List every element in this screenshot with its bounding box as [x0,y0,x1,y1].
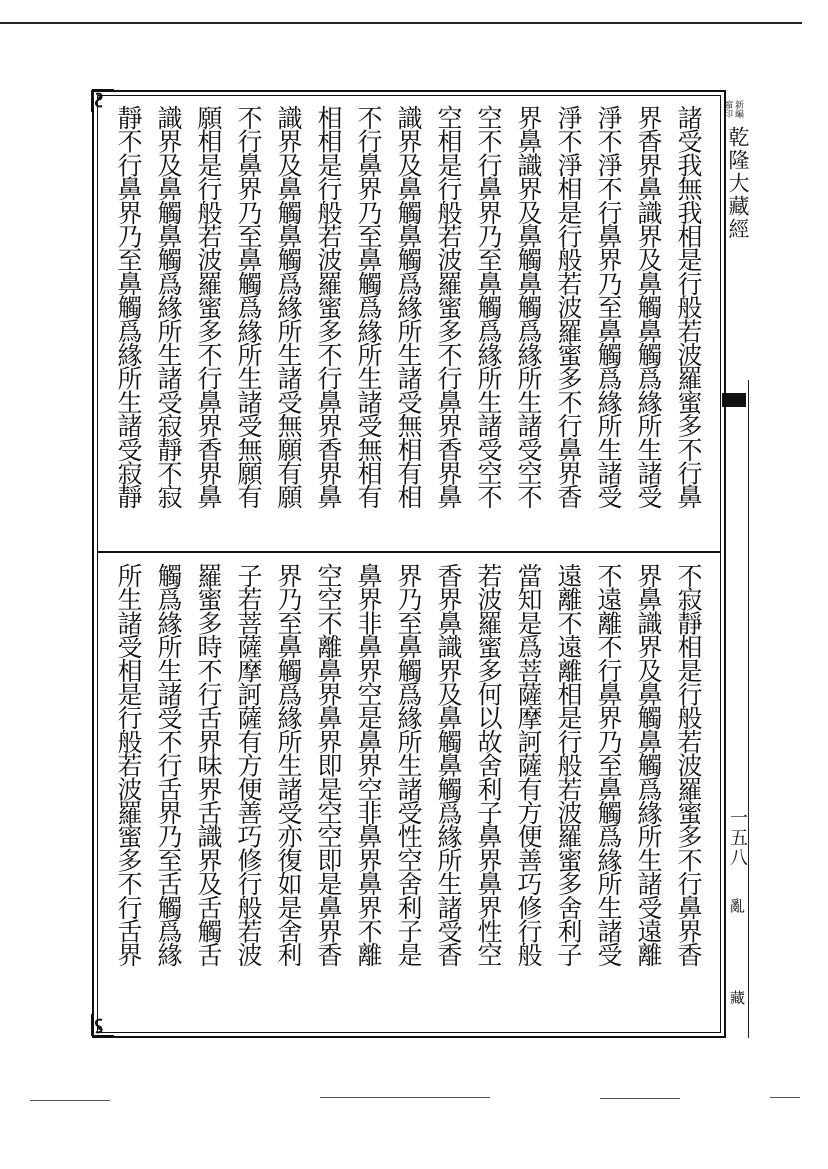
lower-text-panel [110,563,710,1027]
margin-rule [748,380,749,1038]
text-column: 空空不離鼻界鼻界即是空空即是鼻界香 [314,563,343,966]
collection-label-2: 縮印 [722,100,732,118]
page-number: 一五八 [727,808,748,868]
panel-divider [97,551,721,553]
margin-tab [722,393,746,407]
text-column: 識界及鼻觸鼻觸爲緣所生諸受寂靜不寂 [154,105,183,508]
text-column: 遠離不遠離相是行般若波羅蜜多舍利子 [554,563,583,966]
text-column: 香界鼻識界及鼻觸鼻觸爲緣所生諸受香 [434,563,463,966]
text-column: 靜不行鼻界乃至鼻觸爲緣所生諸受寂靜 [114,105,143,508]
text-column: 不行鼻界乃至鼻觸爲緣所生諸受無相有 [354,105,383,508]
text-column: 不遠離不行鼻界乃至鼻觸爲緣所生諸受 [594,563,623,966]
scan-mark [600,1098,680,1099]
text-column: 界乃至鼻觸爲緣所生諸受性空舍利子是 [394,563,423,966]
scan-mark [320,1097,490,1098]
text-column: 淨不淨相是行般若波羅蜜多不行鼻界香 [554,105,583,508]
text-column: 羅蜜多時不行舌界味界舌識界及舌觸舌 [194,563,223,966]
text-column: 若波羅蜜多何以故舍利子鼻界鼻界性空 [474,563,503,966]
scan-mark [30,1100,110,1101]
text-column: 願相是行般若波羅蜜多不行鼻界香界鼻 [194,105,223,508]
text-column: 淨不淨不行鼻界乃至鼻觸爲緣所生諸受 [594,105,623,508]
text-column: 不寂靜相是行般若波羅蜜多不行鼻界香 [674,563,703,966]
text-column: 界香界鼻識界及鼻觸鼻觸爲緣所生諸受 [634,105,663,508]
text-column: 鼻界非鼻界空是鼻界空非鼻界鼻界不離 [354,563,383,966]
text-column: 界鼻識界及鼻觸鼻觸爲緣所生諸受空不 [514,105,543,508]
text-column: 界鼻識界及鼻觸鼻觸爲緣所生諸受遠離 [634,563,663,966]
text-column: 所生諸受相是行般若波羅蜜多不行舌界 [114,563,143,966]
volume-char-2: 藏 [728,990,746,1005]
top-rule [0,22,802,24]
text-column: 當知是爲菩薩摩訶薩有方便善巧修行般 [514,563,543,966]
volume-char-1: 亂 [728,898,746,913]
text-column: 子若菩薩摩訶薩有方便善巧修行般若波 [234,563,263,966]
text-column: 空相是行般若波羅蜜多不行鼻界香界鼻 [434,105,463,508]
text-column: 空不行鼻界乃至鼻觸爲緣所生諸受空不 [474,105,503,508]
upper-text-panel [110,105,710,543]
collection-label-1: 新編 [733,100,743,118]
text-column: 識界及鼻觸鼻觸爲緣所生諸受無願有願 [274,105,303,508]
text-column: 識界及鼻觸鼻觸爲緣所生諸受無相有相 [394,105,423,508]
text-column: 相相是行般若波羅蜜多不行鼻界香界鼻 [314,105,343,508]
page-title: 乾隆大藏經 [726,126,750,241]
text-column: 不行鼻界乃至鼻觸爲緣所生諸受無願有 [234,105,263,508]
text-column: 界乃至鼻觸爲緣所生諸受亦復如是舍利 [274,563,303,966]
text-column: 觸爲緣所生諸受不行舌界乃至舌觸爲緣 [154,563,183,966]
text-column: 諸受我無我相是行般若波羅蜜多不行鼻 [674,105,703,508]
scan-mark [770,1097,800,1098]
